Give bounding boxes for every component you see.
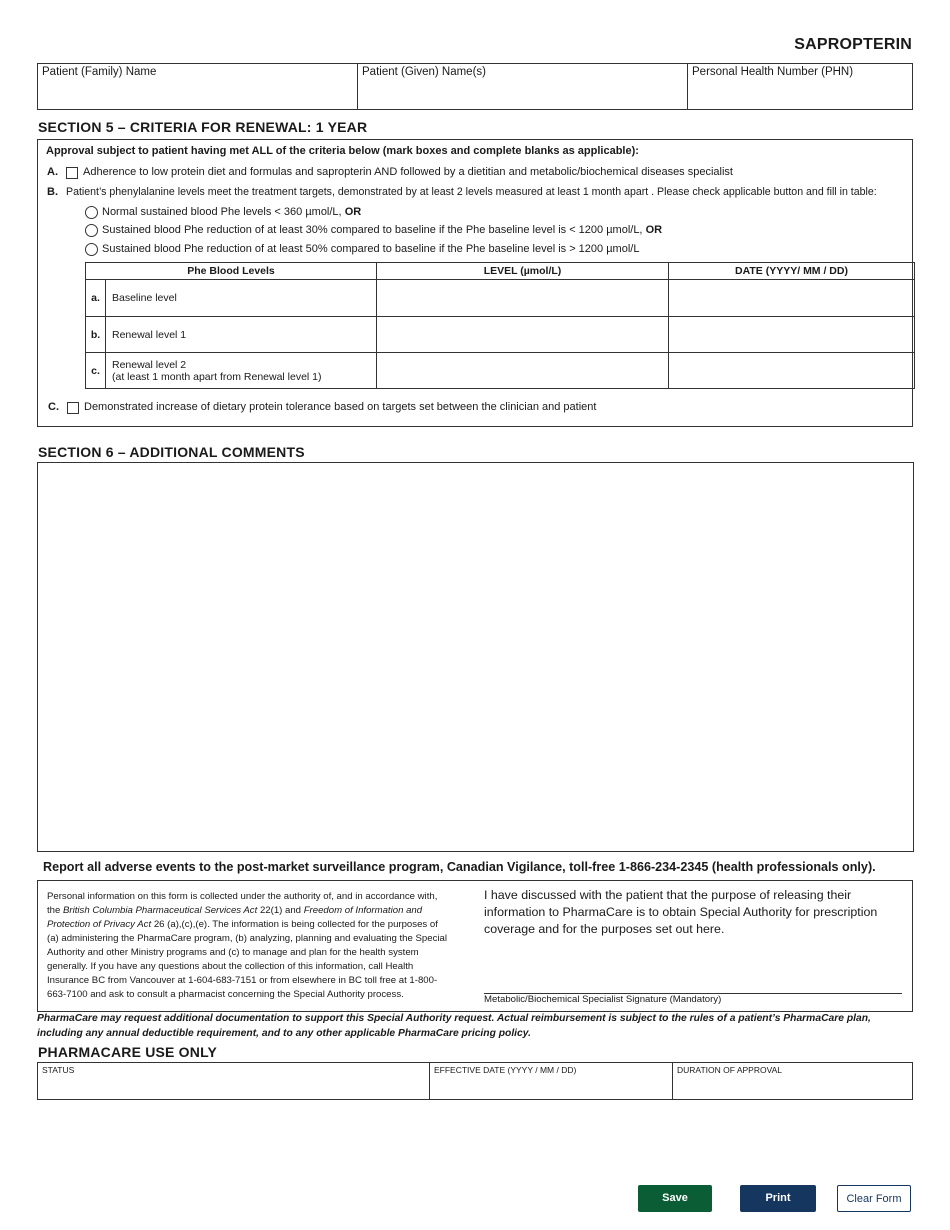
- phe-levels-table: [85, 262, 915, 389]
- pharmacare-note: PharmaCare may request additional documentation to support this Special Authority request. Actual reimbursement is subject to the rules of a patient’s PharmaCare plan, including any annual deductible requirement, and to any other applicable PharmaCare pricing policy.: [37, 1013, 871, 1039]
- baseline-date-input[interactable]: [669, 280, 915, 317]
- row-marker: a.: [86, 280, 106, 317]
- status-field[interactable]: [38, 1063, 430, 1099]
- baseline-level-input[interactable]: [377, 280, 669, 317]
- section6-heading: SECTION 6 – ADDITIONAL COMMENTS: [38, 444, 305, 460]
- adverse-events-notice: Report all adverse events to the post-market surveillance program, Canadian Vigilance, toll-free 1-866-234-2345 (health professionals only).: [43, 860, 876, 874]
- phe-header-date: DATE (YYYY/ MM / DD): [669, 263, 915, 280]
- duration-label: DURATION OF APPROVAL: [677, 1065, 783, 1075]
- section5-intro: Approval subject to patient having met ALL of the criteria below (mark boxes and complete blanks as applicable):: [46, 145, 639, 157]
- row-marker: c.: [86, 353, 106, 389]
- criterion-b-marker: B.: [47, 186, 58, 198]
- save-button[interactable]: Save: [638, 1185, 712, 1212]
- renewal2-level-input[interactable]: [377, 353, 669, 389]
- patient-family-name-label: Patient (Family) Name: [42, 66, 157, 78]
- print-button[interactable]: Print: [740, 1185, 816, 1212]
- row-label-text: Baseline level: [112, 292, 177, 304]
- effective-date-label: EFFECTIVE DATE (YYYY / MM / DD): [434, 1065, 577, 1075]
- row-marker: b.: [86, 317, 106, 353]
- criterion-a-marker: A.: [47, 166, 58, 178]
- table-row: [86, 280, 915, 317]
- phe-30-or: OR: [645, 224, 663, 236]
- privacy-text-2: 22(1) and: [257, 905, 304, 916]
- patient-given-name-label: Patient (Given) Name(s): [362, 66, 486, 78]
- signature-label: Metabolic/Biochemical Specialist Signature (Mandatory): [484, 994, 722, 1005]
- table-row: [86, 353, 915, 389]
- phe-normal-option: [102, 206, 361, 218]
- phe-30-radio[interactable]: [85, 224, 98, 237]
- phe-normal-text: Normal sustained blood Phe levels < 360 µmol/L,: [102, 206, 342, 218]
- phe-50-radio[interactable]: [85, 243, 98, 256]
- phe-normal-or: OR: [344, 206, 362, 218]
- status-label: STATUS: [42, 1065, 75, 1075]
- table-row: [86, 317, 915, 353]
- row-label: [106, 280, 377, 317]
- pharmacare-use-row: [37, 1062, 913, 1100]
- criterion-c-marker: C.: [48, 401, 59, 413]
- renewal1-level-input[interactable]: [377, 317, 669, 353]
- renewal2-date-input[interactable]: [669, 353, 915, 389]
- patient-info-row: [37, 63, 913, 110]
- phn-field[interactable]: [688, 64, 912, 109]
- phe-header-level: LEVEL (µmol/L): [377, 263, 669, 280]
- phe-header-levels: Phe Blood Levels: [86, 263, 377, 280]
- privacy-text-1: Personal information on this form is collected under the authority of, and in accordance with, the: [47, 891, 438, 916]
- criterion-a-checkbox[interactable]: [66, 167, 78, 179]
- phe-normal-radio[interactable]: [85, 206, 98, 219]
- phn-label: Personal Health Number (PHN): [692, 66, 854, 78]
- criterion-c-text: Demonstrated increase of dietary protein tolerance based on targets set between the clinician and patient: [84, 401, 597, 413]
- additional-comments-textarea[interactable]: [37, 462, 914, 852]
- pharmacare-use-heading: PHARMACARE USE ONLY: [38, 1044, 218, 1060]
- row-label-text: Renewal level 1: [112, 328, 187, 341]
- criterion-c-checkbox[interactable]: [67, 402, 79, 414]
- criterion-b-text: Patient’s phenylalanine levels meet the treatment targets, demonstrated by at least 2 levels measured at least 1 month apart . Please check applicable button and fill in table:: [66, 186, 877, 198]
- section5-heading: SECTION 5 – CRITERIA FOR RENEWAL: 1 YEAR: [38, 119, 368, 135]
- privacy-act-1: British Columbia Pharmaceutical Services Act: [63, 905, 258, 916]
- duration-field[interactable]: [673, 1063, 912, 1099]
- patient-family-name-field[interactable]: [38, 64, 358, 109]
- row-label-subtext: (at least 1 month apart from Renewal level 1): [112, 370, 322, 383]
- patient-given-name-field[interactable]: [358, 64, 688, 109]
- section5-box: [37, 139, 913, 427]
- privacy-consent-box: [37, 880, 913, 1012]
- consent-statement: I have discussed with the patient that the purpose of releasing their information to PharmaCare is to obtain Special Authority for prescription coverage and for the purposes set out here.: [484, 888, 878, 936]
- criterion-a-text: Adherence to low protein diet and formulas and sapropterin AND followed by a dietitian and metabolic/biochemical diseases specialist: [83, 166, 733, 178]
- phe-30-text: Sustained blood Phe reduction of at least 30% compared to baseline if the Phe baseline level is < 1200 µmol/L,: [102, 224, 643, 236]
- phe-table-header: [86, 263, 915, 280]
- form-title: SAPROPTERIN: [794, 36, 912, 53]
- renewal1-date-input[interactable]: [669, 317, 915, 353]
- privacy-notice: [47, 890, 452, 1002]
- privacy-act-2: Freedom of Information and Protection of Privacy Act: [47, 905, 423, 930]
- phe-30-option: [102, 224, 662, 236]
- row-label: [106, 317, 377, 353]
- privacy-text-3: 26 (a),(c),(e). The information is being collected for the purposes of (a) administering the PharmaCare program, (b) analyzing, planning and evaluating the Special Authority and other Ministry programs and (c) to manage and plan for the health system generally. If you have any questions about the collection of this information, call Health Insurance BC from Vancouver at 1-604-683-7151 or from elsewhere in BC toll free at 1-800-663-7100 and ask to consult a pharmacist concerning the Special Authority process.: [47, 919, 447, 1000]
- phe-levels-table-wrap: [85, 262, 914, 389]
- effective-date-field[interactable]: [430, 1063, 673, 1099]
- phe-50-text: Sustained blood Phe reduction of at least 50% compared to baseline if the Phe baseline level is > 1200 µmol/L: [102, 243, 640, 255]
- row-label-text: Renewal level 2: [112, 358, 187, 371]
- row-label: [106, 353, 377, 389]
- clear-form-button[interactable]: Clear Form: [837, 1185, 911, 1212]
